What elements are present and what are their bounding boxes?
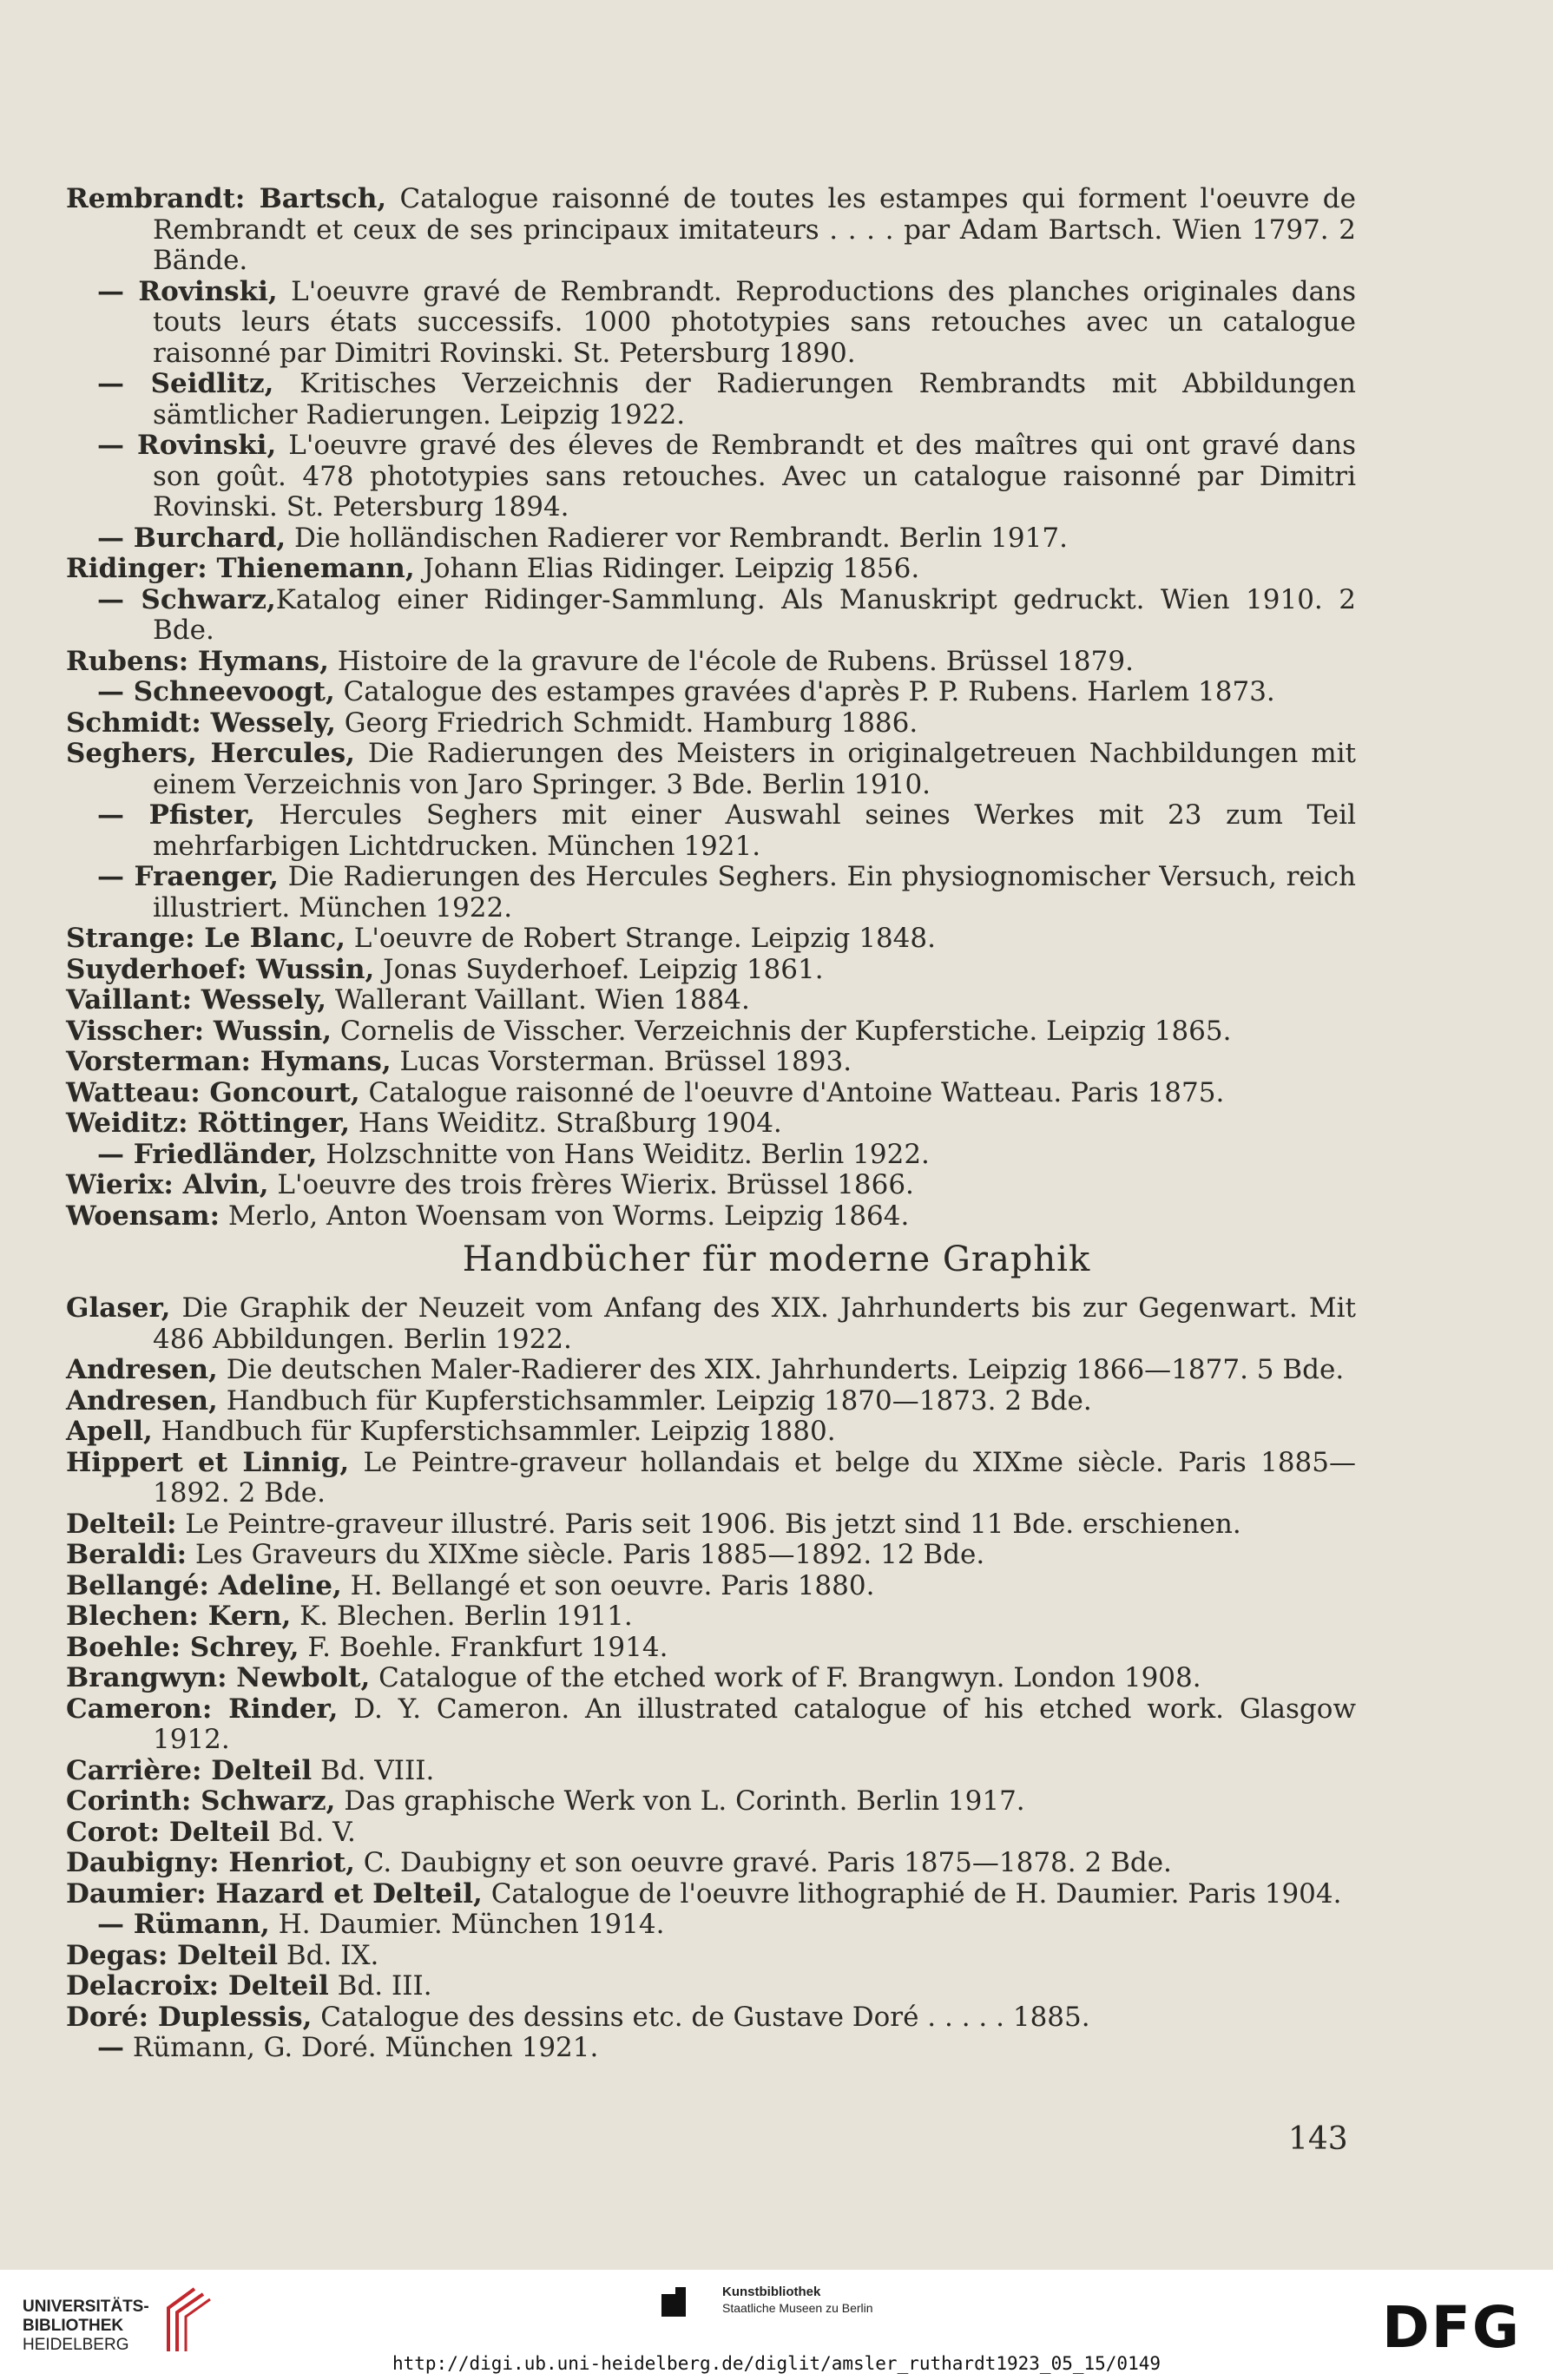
- bibliography-entry: [66, 523, 1356, 555]
- entry-author: Strange: Le Blanc,: [66, 923, 345, 954]
- entry-author: Cameron: Rinder,: [66, 1693, 339, 1725]
- catalogue-list-handbooks: [66, 1293, 1356, 2064]
- bibliography-entry: [66, 739, 1356, 800]
- entry-text: Catalogue des dessins etc. de Gustave Doré . . . . . 1885.: [312, 2001, 1090, 2033]
- entry-author: Blechen: Kern,: [66, 1601, 292, 1632]
- bibliography-entry: [66, 1910, 1356, 1941]
- bibliography-entry: [66, 924, 1356, 955]
- entry-text: Catalogue raisonné de l'oeuvre d'Antoine Watteau. Paris 1875.: [359, 1076, 1225, 1108]
- entry-text: K. Blechen. Berlin 1911.: [291, 1601, 633, 1632]
- bibliography-entry: [66, 1016, 1356, 1048]
- bibliography-entry: [66, 585, 1356, 647]
- entry-text: Les Graveurs du XIXme siècle. Paris 1885—1892. 12 Bde.: [187, 1539, 985, 1570]
- entry-text: Merlo, Anton Woensam von Worms. Leipzig 1864.: [220, 1200, 910, 1232]
- entry-author: Seghers, Hercules,: [66, 738, 355, 769]
- entry-author: Apell,: [66, 1416, 153, 1447]
- bibliography-entry: [66, 677, 1356, 708]
- bibliography-entry: [66, 1293, 1356, 1355]
- entry-text: L'oeuvre des trois frères Wierix. Brüssel 1866.: [268, 1169, 914, 1200]
- entry-text: L'oeuvre gravé de Rembrandt. Reproductions des planches originales dans touts leurs états successifs. 1000 phototypies sans retouches avec un catalogue raisonné par Dimitri Rovinski. St. Petersburg 1890.: [153, 275, 1356, 369]
- entry-author: Rubens: Hymans,: [66, 645, 329, 677]
- entry-author: Schmidt: Wessely,: [66, 707, 336, 739]
- entry-text: Catalogue raisonné de toutes les estampes qui forment l'oeuvre de Rembrandt et ceux de ses principaux imitateurs . . . . par Adam Bartsch. Wien 1797. 2 Bände.: [153, 183, 1356, 276]
- bibliography-entry: [66, 862, 1356, 924]
- entry-author: Watteau: Goncourt,: [66, 1076, 360, 1108]
- entry-text: Hercules Seghers mit einer Auswahl seines Werkes mit 23 zum Teil mehrfarbigen Lichtdrucken. München 1921.: [153, 799, 1356, 862]
- entry-author: Rembrandt: Bartsch,: [66, 183, 387, 214]
- bibliography-entry: [66, 1509, 1356, 1541]
- kb-line-2: Staatliche Museen zu Berlin: [722, 2301, 873, 2315]
- dfg-logo[interactable]: DFG: [1382, 2294, 1522, 2361]
- entry-author: — Rovinski,: [97, 430, 277, 461]
- entry-text: Bd. IX.: [278, 1939, 379, 1971]
- entry-author: Doré: Duplessis,: [66, 2001, 313, 2033]
- entry-text: Die deutschen Maler-Radierer des XIX. Jahrhunderts. Leipzig 1866—1877. 5 Bde.: [217, 1354, 1345, 1385]
- entry-author: Boehle: Schrey,: [66, 1631, 299, 1663]
- entry-text: Die Graphik der Neuzeit vom Anfang des XIX. Jahrhunderts bis zur Gegenwart. Mit 486 Abbildungen. Berlin 1922.: [153, 1292, 1356, 1355]
- entry-author: — Fraenger,: [97, 861, 279, 892]
- entry-text: Bd. V.: [269, 1816, 356, 1848]
- bibliography-entry: [66, 1601, 1356, 1633]
- entry-author: Corinth: Schwarz,: [66, 1785, 336, 1817]
- entry-author: Weiditz: Röttinger,: [66, 1108, 351, 1139]
- section-heading: Handbücher für moderne Graphik: [462, 1239, 1091, 1279]
- entry-author: Visscher: Wussin,: [66, 1015, 332, 1047]
- entry-author: Glaser,: [66, 1292, 171, 1324]
- kunstbibliothek-text[interactable]: [722, 2284, 873, 2316]
- entry-text: Histoire de la gravure de l'école de Rubens. Brüssel 1879.: [328, 645, 1134, 677]
- bibliography-entry: [66, 554, 1356, 585]
- entry-text: L'oeuvre de Robert Strange. Leipzig 1848.: [345, 923, 936, 954]
- bibliography-entry: [66, 1417, 1356, 1448]
- bibliography-entry: [66, 1140, 1356, 1171]
- bibliography-entry: [66, 2033, 1356, 2064]
- entry-text: H. Daumier. München 1914.: [269, 1909, 665, 1940]
- bibliography-entry: [66, 1879, 1356, 1910]
- bibliography-entry: [66, 647, 1356, 678]
- bibliography-entry: [66, 431, 1356, 523]
- entry-text: Bd. III.: [328, 1970, 432, 2002]
- entry-author: — Schneevoogt,: [97, 676, 335, 707]
- entry-text: C. Daubigny et son oeuvre gravé. Paris 1875—1878. 2 Bde.: [354, 1847, 1172, 1878]
- entry-author: Daubigny: Henriot,: [66, 1847, 355, 1878]
- entry-author: — Pfister,: [97, 799, 255, 831]
- uni-line-2: BIBLIOTHEK: [23, 2317, 124, 2335]
- uni-line-1: UNIVERSITÄTS-: [23, 2298, 149, 2316]
- entry-text: Die holländischen Radierer vor Rembrandt. Berlin 1917.: [286, 522, 1068, 554]
- entry-author: Carrière: Delteil: [66, 1754, 313, 1786]
- entry-text: Lucas Vorsterman. Brüssel 1893.: [391, 1046, 852, 1077]
- source-url[interactable]: http://digi.ub.uni-heidelberg.de/diglit/amsler_ruthardt1923_05_15/0149: [392, 2353, 1161, 2374]
- bibliography-entry: [66, 1694, 1356, 1756]
- entry-author: Andresen,: [66, 1384, 218, 1417]
- bibliography-entry: [66, 1540, 1356, 1571]
- bibliography-entry: [66, 800, 1356, 862]
- bibliography-entry: [66, 1971, 1356, 2002]
- bibliography-entry: [66, 1663, 1356, 1694]
- entry-text: Katalog einer Ridinger-Sammlung. Als Manuskript gedruckt. Wien 1910. 2 Bde.: [153, 583, 1356, 646]
- entry-author: — Rümann,: [97, 1909, 270, 1940]
- entry-text: Catalogue of the etched work of F. Brangwyn. London 1908.: [370, 1662, 1201, 1693]
- bibliography-entry: [66, 184, 1356, 277]
- bibliography-entry: [66, 1108, 1356, 1140]
- entry-text: Catalogue de l'oeuvre lithographié de H. Daumier. Paris 1904.: [482, 1877, 1342, 1910]
- entry-author: Vaillant: Wessely,: [66, 984, 327, 1016]
- bibliography-entry: [66, 1047, 1356, 1078]
- entry-author: — Seidlitz,: [97, 368, 274, 399]
- bibliography-entry: [66, 1848, 1356, 1879]
- entry-text: F. Boehle. Frankfurt 1914.: [299, 1631, 668, 1663]
- bibliography-entry: [66, 955, 1356, 986]
- entry-text: Die Radierungen des Hercules Seghers. Ein physiognomischer Versuch, reich illustriert. München 1922.: [153, 861, 1356, 924]
- bibliography-entry: [66, 1355, 1356, 1386]
- entry-text: Holzschnitte von Hans Weiditz. Berlin 1922.: [317, 1138, 930, 1170]
- bibliography-entry: [66, 2002, 1356, 2034]
- entry-text: L'oeuvre gravé des éleves de Rembrandt et des maîtres qui ont gravé dans son goût. 478 phototypies sans retouches. Avec un catalogue raisonné par Dimitri Rovinski. St. Petersburg 1894.: [153, 430, 1357, 523]
- kunstbibliothek-logo-icon: [661, 2287, 686, 2317]
- entry-text: Das graphische Werk von L. Corinth. Berlin 1917.: [335, 1785, 1025, 1817]
- bibliography-entry: [66, 985, 1356, 1016]
- entry-text: Le Peintre-graveur hollandais et belge du XIXme siècle. Paris 1885—1892. 2 Bde.: [153, 1446, 1356, 1509]
- entry-author: Beraldi:: [66, 1539, 188, 1570]
- heidelberg-logo-icon: [160, 2282, 212, 2360]
- entry-text: Georg Friedrich Schmidt. Hamburg 1886.: [335, 707, 918, 739]
- bibliography-entry: [66, 277, 1356, 370]
- entry-author: —: [97, 2032, 124, 2063]
- entry-text: Jonas Suyderhoef. Leipzig 1861.: [374, 953, 824, 985]
- bibliography-entry: [66, 1170, 1356, 1201]
- bibliography-entry: [66, 1941, 1356, 1972]
- entry-author: Andresen,: [66, 1354, 218, 1385]
- entry-author: Degas: Delteil: [66, 1939, 279, 1971]
- entry-author: Daumier: Hazard et Delteil,: [66, 1877, 483, 1910]
- entry-author: Vorsterman: Hymans,: [66, 1046, 392, 1077]
- entry-text: Bd. VIII.: [312, 1754, 435, 1786]
- entry-text: Le Peintre-graveur illustré. Paris seit 1906. Bis jetzt sind 11 Bde. erschienen.: [176, 1508, 1241, 1540]
- entry-text: Catalogue des estampes gravées d'après P. P. Rubens. Harlem 1873.: [334, 676, 1275, 707]
- entry-text: Handbuch für Kupferstichsammler. Leipzig 1870—1873. 2 Bde.: [217, 1384, 1092, 1417]
- entry-author: Delteil:: [66, 1508, 177, 1540]
- bibliography-entry: [66, 708, 1356, 740]
- entry-text: Die Radierungen des Meisters in originalgetreuen Nachbildungen mit einem Verzeichnis von Jaro Springer. 3 Bde. Berlin 1910.: [153, 738, 1356, 800]
- entry-author: Wierix: Alvin,: [66, 1169, 269, 1200]
- bibliography-entry: [66, 1786, 1356, 1818]
- entry-author: Hippert et Linnig,: [66, 1446, 350, 1478]
- catalogue-list-artists: [66, 184, 1356, 1232]
- entry-author: — Friedländer,: [97, 1138, 318, 1170]
- bibliography-entry: [66, 1756, 1356, 1787]
- page-number: 143: [1288, 2121, 1348, 2157]
- bibliography-entry: [66, 1201, 1356, 1233]
- bibliography-entry: [66, 1818, 1356, 1849]
- entry-author: Ridinger: Thienemann,: [66, 553, 415, 584]
- entry-author: Delacroix: Delteil: [66, 1970, 329, 2002]
- entry-text: Rümann, G. Doré. München 1921.: [124, 2032, 599, 2063]
- bibliography-entry: [66, 1386, 1356, 1417]
- entry-author: Suyderhoef: Wussin,: [66, 953, 375, 985]
- university-library-logo-text[interactable]: [23, 2298, 149, 2355]
- entry-text: Kritisches Verzeichnis der Radierungen Rembrandts mit Abbildungen sämtlicher Radierungen. Leipzig 1922.: [153, 368, 1356, 431]
- footer-bar: [0, 2270, 1553, 2380]
- entry-text: Handbuch für Kupferstichsammler. Leipzig 1880.: [152, 1416, 836, 1447]
- bibliography-entry: [66, 1571, 1356, 1602]
- bibliography-entry: [66, 1633, 1356, 1664]
- uni-line-3: HEIDELBERG: [23, 2336, 129, 2354]
- entry-author: Bellangé: Adeline,: [66, 1569, 342, 1601]
- bibliography-entry: [66, 1448, 1356, 1509]
- entry-author: — Burchard,: [97, 522, 286, 554]
- entry-text: Johann Elias Ridinger. Leipzig 1856.: [414, 553, 920, 584]
- entry-author: — Schwarz,: [97, 583, 276, 615]
- entry-text: Cornelis de Visscher. Verzeichnis der Kupferstiche. Leipzig 1865.: [332, 1015, 1232, 1047]
- entry-text: D. Y. Cameron. An illustrated catalogue of his etched work. Glasgow 1912.: [153, 1693, 1356, 1755]
- entry-author: — Rovinski,: [97, 275, 278, 307]
- entry-author: Corot: Delteil: [66, 1816, 270, 1848]
- entry-author: Woensam:: [66, 1200, 220, 1232]
- entry-text: Wallerant Vaillant. Wien 1884.: [326, 984, 750, 1016]
- entry-text: H. Bellangé et son oeuvre. Paris 1880.: [341, 1569, 875, 1601]
- entry-author: Brangwyn: Newbolt,: [66, 1662, 371, 1693]
- kb-line-1: Kunstbibliothek: [722, 2285, 821, 2299]
- entry-text: Hans Weiditz. Straßburg 1904.: [350, 1108, 782, 1139]
- bibliography-entry: [66, 1078, 1356, 1109]
- bibliography-entry: [66, 369, 1356, 431]
